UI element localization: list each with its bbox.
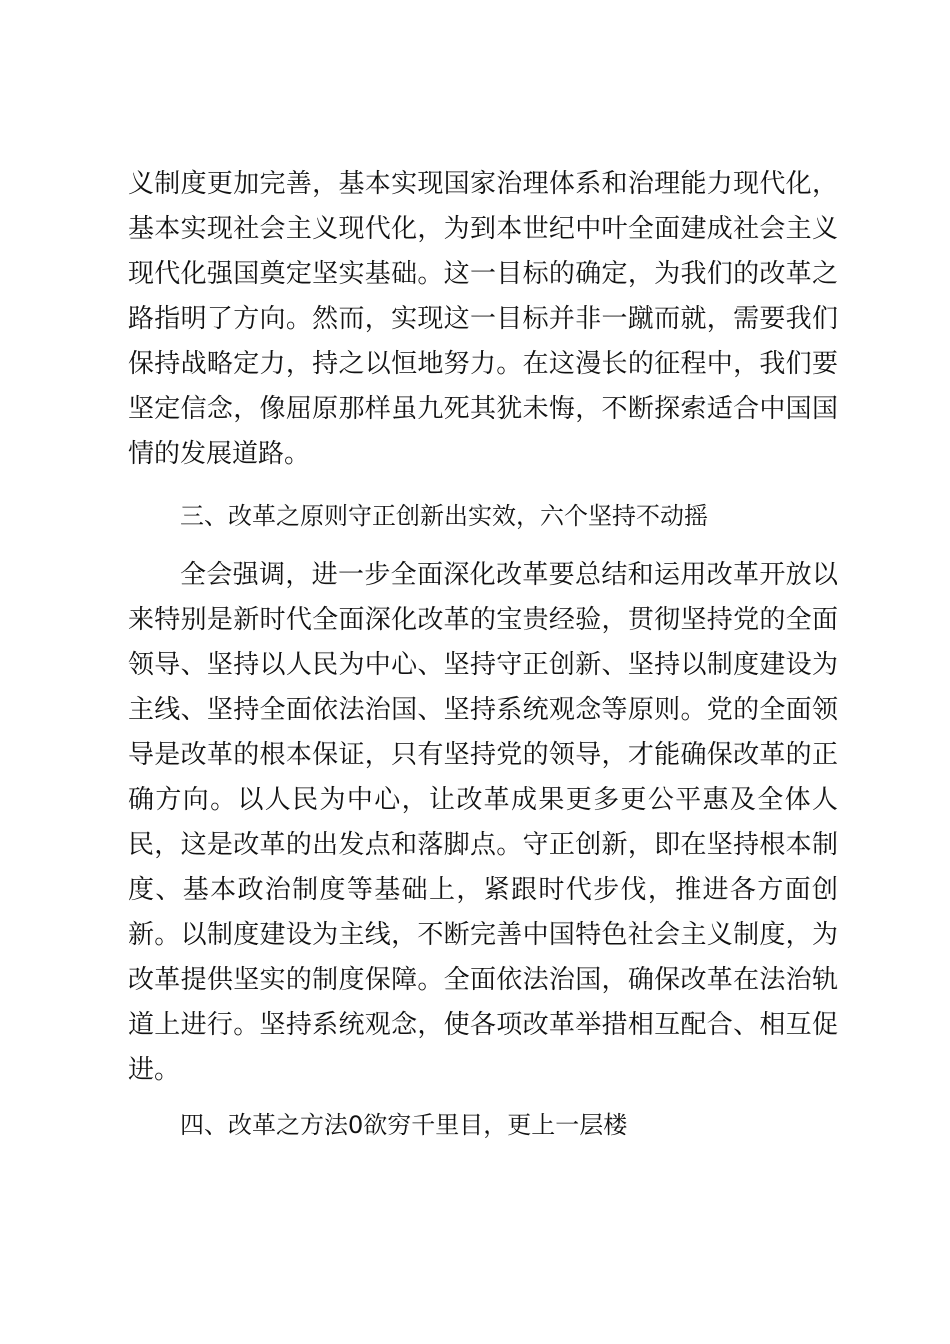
spacer bbox=[128, 477, 838, 494]
section-heading-4: 四、改革之方法0欲穷千里目，更上一层楼 bbox=[180, 1111, 628, 1139]
spacer bbox=[128, 1093, 838, 1103]
section-heading-3: 三、改革之原则守正创新出实效，六个坚持不动摇 bbox=[180, 502, 708, 530]
paragraph-principles: 全会强调，进一步全面深化改革要总结和运用改革开放以来特别是新时代全面深化改革的宝贵经验，贯彻坚持党的全面领导、坚持以人民为中心、坚持守正创新、坚持以制度建设为主线、坚持全面依法治国、坚持系统观念等原则。党的全面领导是改革的根本保证，只有坚持党的领导，才能确保改革的正确方向。以人民为中心，让改革成果更多更公平惠及全体人民，这是改革的出发点和落脚点。守正创新，即在坚持根本制度、基本政治制度等基础上，紧跟时代步伐，推进各方面创新。以制度建设为主线，不断完善中国特色社会主义制度，为改革提供坚实的制度保障。全面依法治国，确保改革在法治轨道上进行。坚持系统观念，使各项改革举措相互配合、相互促进。 bbox=[128, 560, 838, 1085]
paragraph-continuation: 义制度更加完善，基本实现国家治理体系和治理能力现代化，基本实现社会主义现代化，为到本世纪中叶全面建成社会主义现代化强国奠定坚实基础。这一目标的确定，为我们的改革之路指明了方向。然而，实现这一目标并非一蹴而就，需要我们保持战略定力，持之以恒地努力。在这漫长的征程中，我们要坚定信念，像屈原那样虽九死其犹未悔，不断探索适合中国国情的发展道路。 bbox=[128, 169, 838, 469]
spacer bbox=[128, 539, 838, 553]
document-body bbox=[128, 162, 838, 1148]
